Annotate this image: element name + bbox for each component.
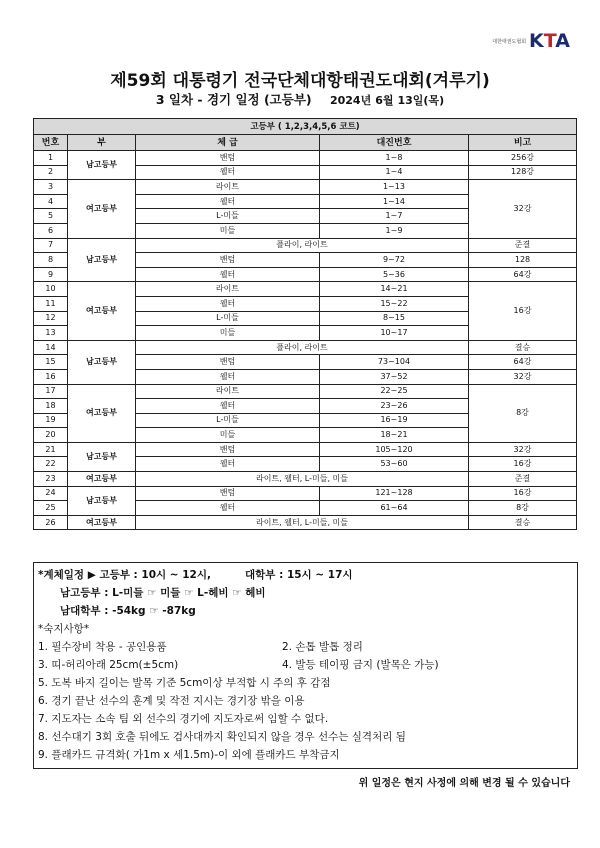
table-row [34,282,577,297]
row-weight: 웰터 [136,369,320,384]
row-number: 3 [34,180,68,195]
row-weight: L-미들 [136,209,320,224]
row-weight: 플라이, 라이트 [136,238,469,253]
row-weight: 미들 [136,223,320,238]
row-weight: 밴텀 [136,253,320,268]
row-bracket: 14~21 [320,282,469,297]
table-row [34,238,577,253]
row-weight: 웰터 [136,501,320,516]
row-number: 5 [34,209,68,224]
note-item-1: 1. 필수장비 착용 - 공인용품 [38,641,167,653]
row-bracket: 73~104 [320,355,469,370]
row-number: 18 [34,399,68,414]
note-item-5: 5. 도복 바지 길이는 발목 기준 5cm이상 부적합 시 주의 후 감점 [38,677,331,689]
row-bracket: 18~21 [320,428,469,443]
table-row [34,486,577,501]
row-bracket: 1~14 [320,194,469,209]
row-note: 64강 [469,355,577,370]
row-weight: 라이트 [136,180,320,195]
row-weight: 밴텀 [136,486,320,501]
row-weight: 미들 [136,428,320,443]
row-weight: 웰터 [136,194,320,209]
row-weight: 웰터 [136,457,320,472]
row-number: 8 [34,253,68,268]
row-weight: 라이트 [136,384,320,399]
row-number: 2 [34,165,68,180]
row-bracket: 16~19 [320,413,469,428]
table-row [34,151,577,166]
row-weight: 라이트, 웰터, L-미들, 미들 [136,515,469,530]
col-header-number: 번호 [34,135,68,151]
row-note: 32강 [469,180,577,238]
row-number: 1 [34,151,68,166]
row-bracket: 23~26 [320,399,469,414]
row-number: 24 [34,486,68,501]
row-note: 8강 [469,501,577,516]
row-note: 64강 [469,267,577,282]
row-number: 26 [34,515,68,530]
row-bracket: 1~9 [320,223,469,238]
row-note: 준결 [469,238,577,253]
row-division: 남고등부 [68,151,136,180]
row-number: 9 [34,267,68,282]
row-number: 16 [34,369,68,384]
row-note: 32강 [469,369,577,384]
row-note: 32강 [469,442,577,457]
univ-men-order: 남대학부 : -54kg ☞ -87kg [60,605,196,617]
row-number: 17 [34,384,68,399]
row-note: 8강 [469,384,577,442]
row-weight: 플라이, 라이트 [136,340,469,355]
col-header-weight: 체 급 [136,135,320,151]
row-note: 256강 [469,151,577,166]
table-caption: 고등부 ( 1,2,3,4,5,6 코트) [34,119,577,135]
table-row [34,340,577,355]
row-bracket: 1~7 [320,209,469,224]
row-note: 결승 [469,515,577,530]
row-number: 21 [34,442,68,457]
note-item-7: 7. 지도자는 소속 팀 외 선수의 경기에 지도자로써 임할 수 없다. [38,713,329,725]
boys-high-order: 남고등부 : L-미들 ☞ 미들 ☞ L-헤비 ☞ 헤비 [60,587,266,599]
row-weight: 밴텀 [136,355,320,370]
row-bracket: 1~8 [320,151,469,166]
table-row [34,472,577,487]
row-bracket: 121~128 [320,486,469,501]
col-header-note: 비고 [469,135,577,151]
row-bracket: 61~64 [320,501,469,516]
page-subtitle [0,90,600,108]
row-weight: 웰터 [136,296,320,311]
row-number: 20 [34,428,68,443]
row-division: 여고등부 [68,384,136,442]
row-bracket: 1~4 [320,165,469,180]
table-row [34,442,577,457]
row-weight: 밴텀 [136,151,320,166]
table-row [34,384,577,399]
row-number: 23 [34,472,68,487]
row-note: 16강 [469,457,577,472]
row-division: 여고등부 [68,180,136,238]
row-number: 11 [34,296,68,311]
row-number: 22 [34,457,68,472]
row-bracket: 105~120 [320,442,469,457]
row-number: 25 [34,501,68,516]
row-number: 10 [34,282,68,297]
table-row [34,180,577,195]
row-weight: L-미들 [136,413,320,428]
row-division: 남고등부 [68,442,136,471]
row-bracket: 1~13 [320,180,469,195]
row-weight: 라이트 [136,282,320,297]
logo-org-name: 대한태권도협회 [492,38,527,45]
row-note: 16강 [469,486,577,501]
row-bracket: 9~72 [320,253,469,268]
row-weight: 웰터 [136,399,320,414]
row-division: 여고등부 [68,515,136,530]
row-number: 15 [34,355,68,370]
row-number: 4 [34,194,68,209]
kta-logo [492,30,570,52]
row-number: 12 [34,311,68,326]
day-label: 3 일차 - 경기 일정 (고등부) [155,92,312,107]
event-date: 2024년 6월 13일(목) [329,94,445,107]
row-note: 128강 [469,165,577,180]
table-header [34,135,577,151]
row-number: 6 [34,223,68,238]
row-division: 여고등부 [68,472,136,487]
row-division: 여고등부 [68,282,136,340]
logo-mark: KTA [529,30,570,52]
row-note: 준결 [469,472,577,487]
schedule-table [33,118,577,530]
row-note: 16강 [469,282,577,340]
table-row [34,515,577,530]
notes-box [33,562,578,769]
row-weight: 웰터 [136,267,320,282]
row-note: 결승 [469,340,577,355]
note-item-3: 3. 띠-허리아래 25cm(±5cm) [38,659,179,671]
row-division: 남고등부 [68,486,136,515]
footer-notice: 위 일정은 현지 사정에 의해 변경 될 수 있습니다 [358,778,570,789]
row-bracket: 37~52 [320,369,469,384]
row-weight: L-미들 [136,311,320,326]
row-weight: 미들 [136,326,320,341]
row-number: 13 [34,326,68,341]
notes-header: *숙지사항* [38,623,90,635]
row-bracket: 53~60 [320,457,469,472]
row-bracket: 8~15 [320,311,469,326]
note-item-2: 2. 손톱 발톱 정리 [282,641,363,653]
row-bracket: 15~22 [320,296,469,311]
row-number: 19 [34,413,68,428]
row-weight: 웰터 [136,165,320,180]
row-bracket: 10~17 [320,326,469,341]
page-title: 제59회 대통령기 전국단체대항태권도대회(겨루기) [110,71,490,91]
note-item-6: 6. 경기 끝난 선수의 훈계 및 작전 지시는 경기장 밖을 이용 [38,695,305,707]
row-bracket: 22~25 [320,384,469,399]
note-item-4: 4. 발등 테이핑 금지 (발목은 가능) [282,659,439,671]
col-header-bracket: 대진번호 [320,135,469,151]
row-weight: 라이트, 웰터, L-미들, 미들 [136,472,469,487]
row-division: 남고등부 [68,340,136,384]
row-number: 14 [34,340,68,355]
weigh-in-schedule: *계체일정 ▶ 고등부 : 10시 ~ 12시, 대학부 : 15시 ~ 17시 [38,569,353,581]
col-header-division: 부 [68,135,136,151]
row-weight: 밴텀 [136,442,320,457]
row-number: 7 [34,238,68,253]
row-note: 128 [469,253,577,268]
row-division: 남고등부 [68,238,136,282]
note-item-9: 9. 플래카드 규격화( 가1m x 세1.5m)-이 외에 플래카드 부착금지 [38,749,340,761]
note-item-8: 8. 선수대기 3회 호출 뒤에도 검사대까지 확인되지 않을 경우 선수는 실격처리 됨 [38,731,406,743]
row-bracket: 5~36 [320,267,469,282]
